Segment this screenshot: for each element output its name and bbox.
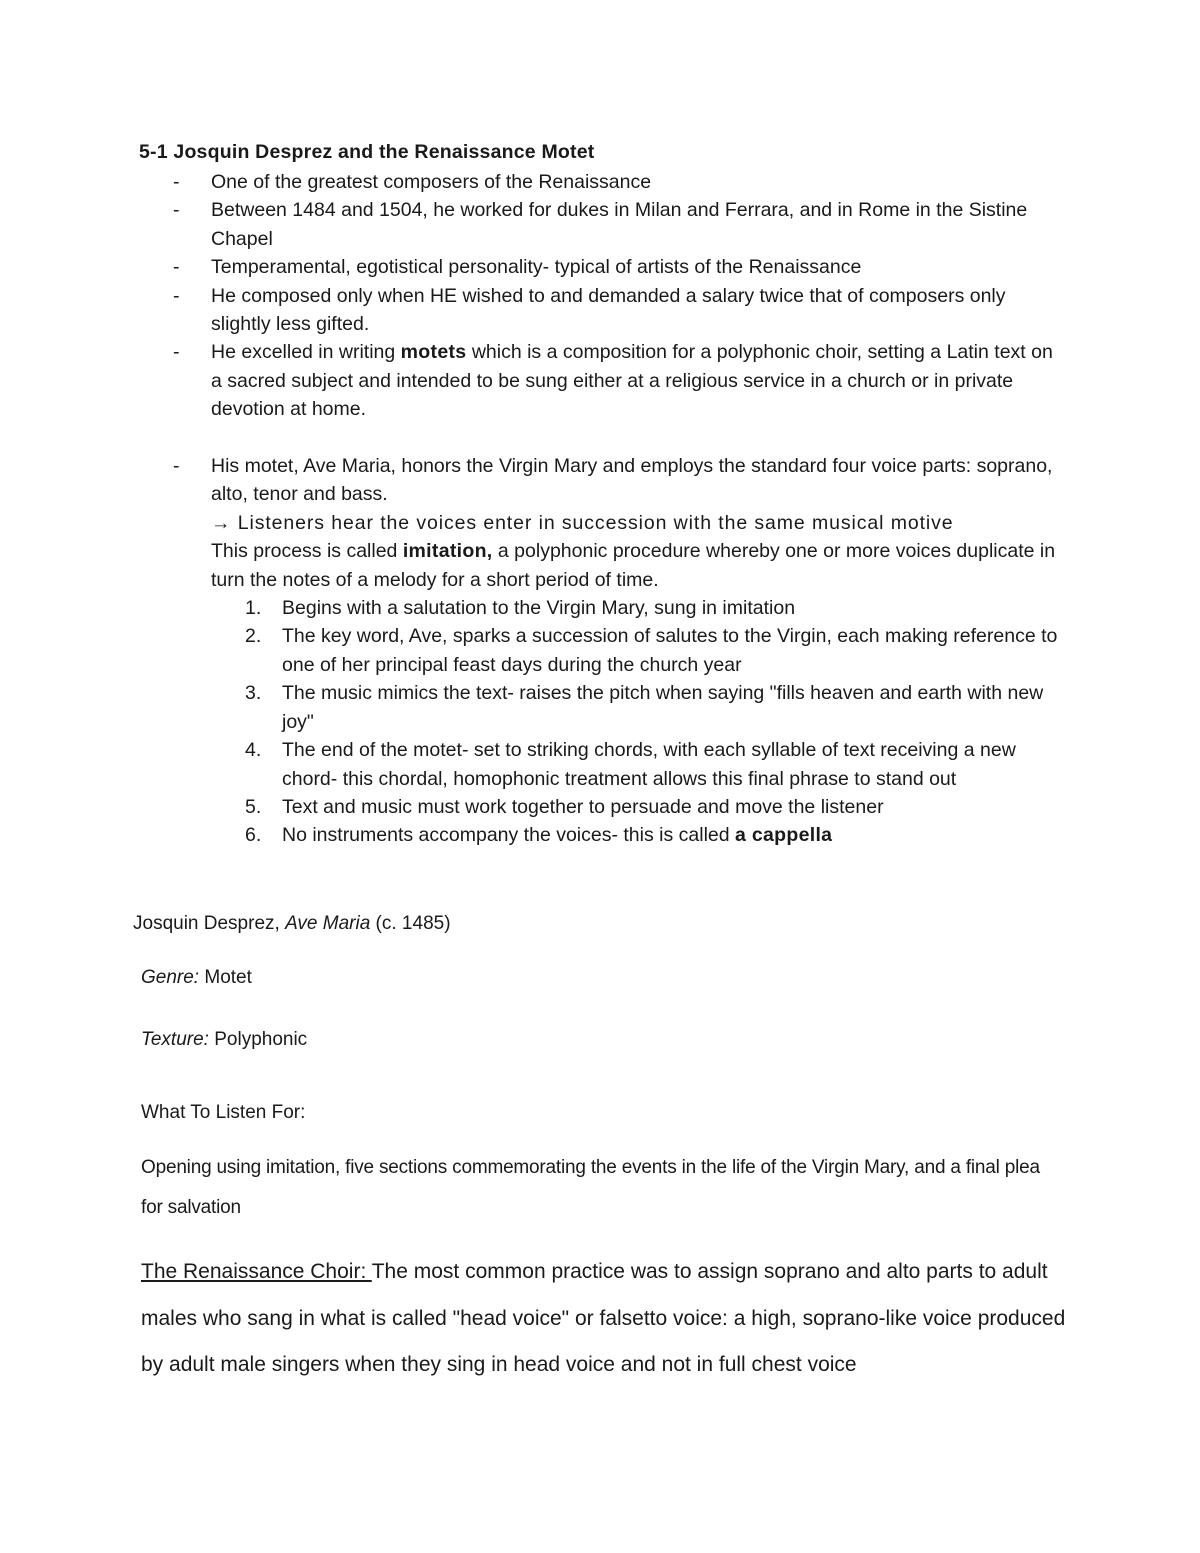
item-number: 5. — [245, 795, 262, 818]
item-text: The end of the motet- set to striking chords, with each syllable of text receiving a new chord- this chordal, homophonic treatment allows this final phrase to stand out — [282, 739, 1016, 790]
section-heading: 5-1 Josquin Desprez and the Renaissance Motet — [139, 141, 595, 163]
bullet-text: He composed only when HE wished to and demanded a salary twice that of composers only slightly less gifted. — [211, 284, 1006, 336]
bullet-list — [139, 168, 1069, 850]
choir-text: The most common practice was to assign soprano and alto parts to adult males who sang in what is called "head voice" or falsetto voice: a high, soprano-like voice produced by adult male singers when they sing in head voice and not in full chest voice — [141, 1260, 1066, 1376]
item-number: 6. — [245, 824, 262, 847]
bullet-item — [139, 253, 1069, 281]
numbered-item — [211, 736, 1069, 793]
item-text: The key word, Ave, sparks a succession of salutes to the Virgin, each making reference to one of her principal feast days during the church year — [282, 625, 1058, 676]
texture-value: Polyphonic — [208, 1029, 308, 1050]
bullet-dash: - — [173, 341, 180, 364]
bullet-text: He excelled in writing — [211, 341, 401, 364]
arrow-note: → Listeners hear the voices enter in succession with the same musical motive — [211, 511, 954, 534]
texture-line — [141, 1029, 307, 1051]
genre-value: Motet — [199, 967, 252, 988]
genre-line — [141, 967, 252, 989]
numbered-item — [211, 679, 1069, 736]
bullet-dash: - — [173, 256, 180, 279]
bullet-dash: - — [173, 171, 180, 193]
term-imitation: imitation, — [402, 540, 493, 563]
item-number: 1. — [245, 597, 262, 620]
bullet-text: His motet, Ave Maria, honors the Virgin Mary and employs the standard four voice parts: soprano, alto, tenor and bass. — [211, 455, 1053, 506]
work-title-line — [133, 913, 451, 935]
listen-body: Opening using imitation, five sections commemorating the events in the life of the Virgin Mary, and a final plea for salvation — [141, 1157, 1040, 1218]
bullet-text: which is a composition for a polyphonic choir, setting a Latin text on a sacred subject and intended to be sung either at a religious service in a church or in private devotion at home. — [211, 341, 1053, 421]
choir-paragraph — [141, 1249, 1071, 1389]
bullet-dash: - — [173, 199, 180, 222]
work-date: (c. 1485) — [370, 913, 451, 934]
texture-label: Texture: — [141, 1029, 209, 1050]
numbered-item — [211, 594, 1069, 622]
item-text: No instruments accompany the voices- this is called — [282, 824, 736, 847]
numbered-list — [211, 594, 1069, 850]
bullet-item — [139, 168, 1069, 196]
term-a-cappella: a cappella — [735, 824, 833, 847]
item-text: Text and music must work together to persuade and move the listener — [282, 795, 884, 818]
bullet-item-ave-maria — [139, 452, 1069, 850]
item-number: 4. — [245, 739, 262, 762]
genre-label: Genre: — [141, 967, 200, 988]
bullet-text: a polyphonic procedure whereby one or more voices duplicate in turn the notes of a melody for a short period of time. — [211, 540, 1056, 591]
bullet-item — [139, 282, 1069, 339]
bullet-text: One of the greatest composers of the Renaissance — [211, 171, 652, 193]
item-number: 3. — [245, 682, 262, 705]
choir-label: The Renaissance Choir: — [141, 1260, 372, 1283]
item-text: The music mimics the text- raises the pitch when saying "fills heaven and earth with new joy" — [282, 682, 1044, 733]
numbered-item — [211, 622, 1069, 679]
bullet-text: Temperamental, egotistical personality- typical of artists of the Renaissance — [211, 256, 862, 279]
bullet-item-motets — [139, 338, 1069, 423]
bullet-text: This process is called — [211, 540, 403, 563]
listen-title: What To Listen For: — [141, 1102, 306, 1123]
item-number: 2. — [245, 625, 262, 648]
numbered-item — [211, 793, 1069, 821]
term-motets: motets — [400, 341, 467, 364]
numbered-item — [211, 821, 1069, 849]
bullet-item — [139, 196, 1069, 253]
bullet-dash: - — [173, 455, 180, 478]
composer-name: Josquin Desprez, — [133, 913, 286, 934]
bullet-text: Between 1484 and 1504, he worked for dukes in Milan and Ferrara, and in Rome in the Sistine Chapel — [211, 199, 1028, 250]
item-text: Begins with a salutation to the Virgin Mary, sung in imitation — [282, 597, 796, 620]
bullet-dash: - — [173, 284, 180, 307]
work-title: Ave Maria — [285, 913, 371, 934]
